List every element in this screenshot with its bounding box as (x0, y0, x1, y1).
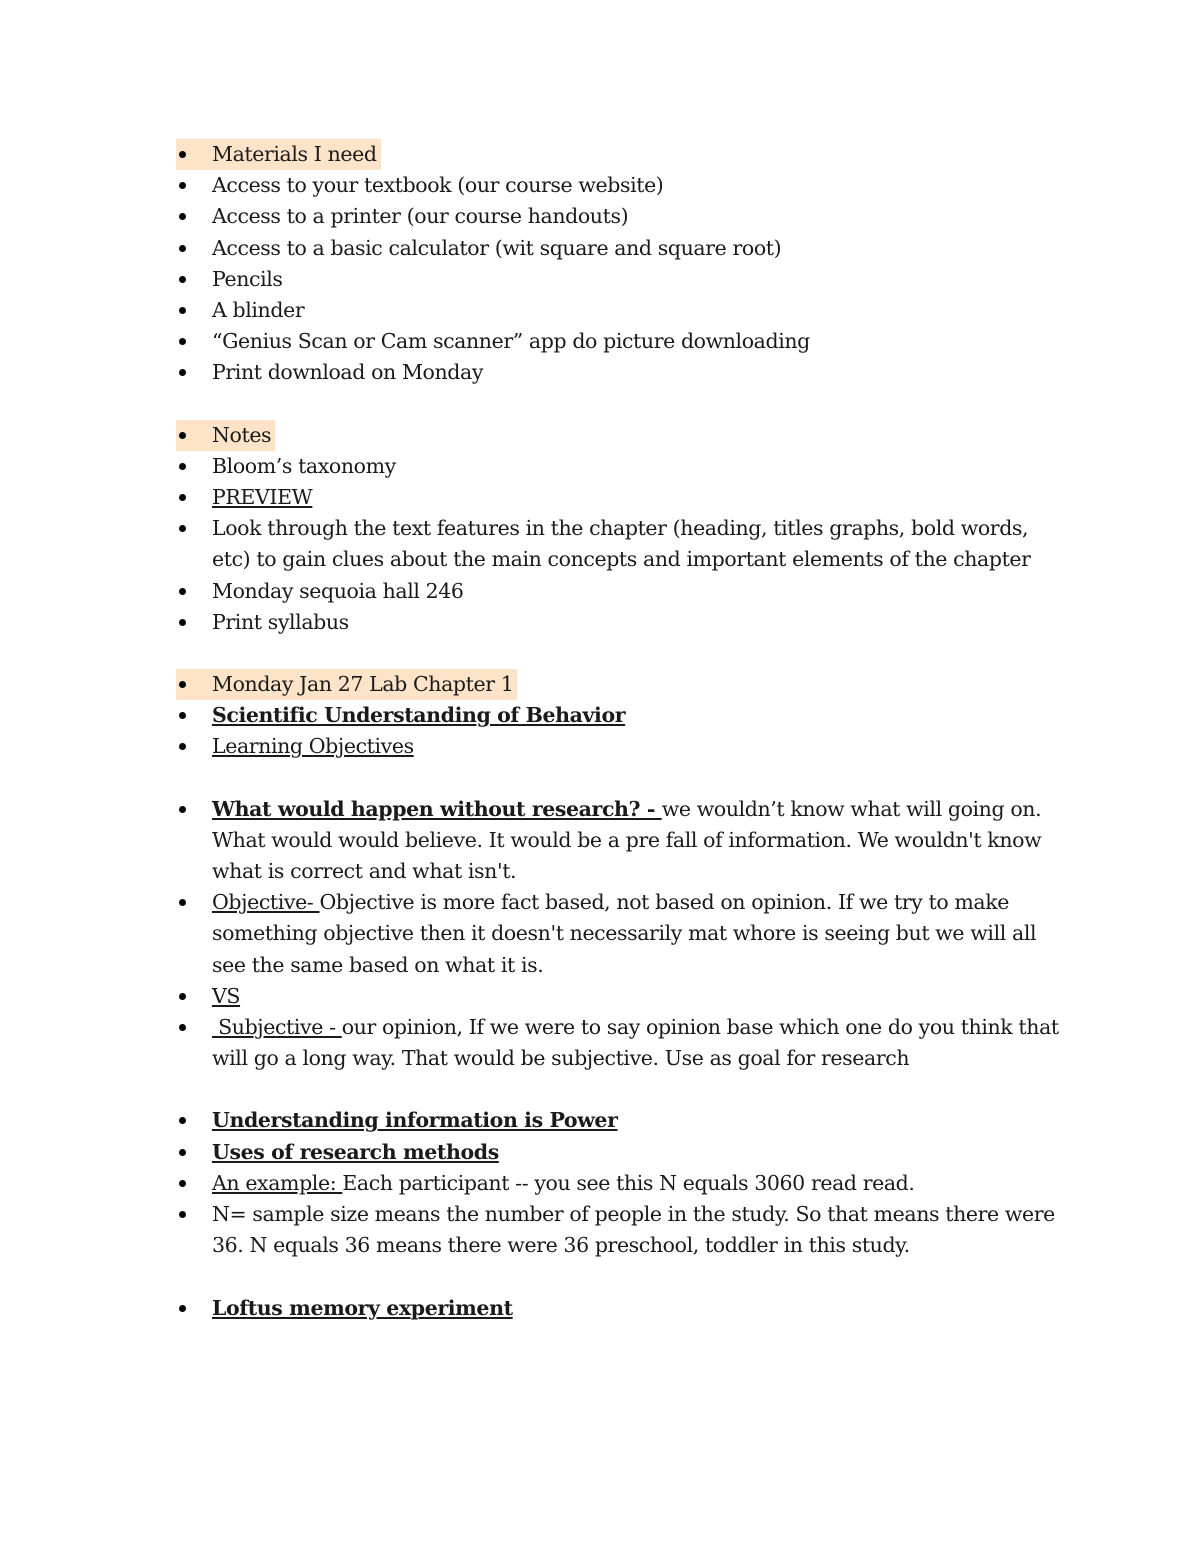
question-label: What would happen without research? - (212, 796, 662, 821)
bullet-icon (179, 213, 186, 220)
notes-item: Look through the text features in the chapter (heading, titles graphs, bold words, etc) to gain clues about the main concepts and important elements of the chapter (212, 516, 1031, 572)
materials-item: Print download on Monday (212, 360, 484, 385)
highlight (176, 139, 381, 170)
spacer (176, 389, 1066, 420)
bullet-icon (179, 619, 186, 626)
spacer (176, 638, 1066, 669)
materials-item: “Genius Scan or Cam scanner” app do picture downloading (212, 329, 810, 354)
preview-heading: PREVIEW (212, 485, 313, 510)
materials-item: Access to a printer (our course handouts) (212, 204, 629, 229)
bullet-icon (179, 1180, 186, 1187)
vs-label: VS (212, 983, 241, 1008)
objective-label: Objective- (212, 890, 320, 915)
example-label: An example: (212, 1170, 343, 1195)
loftus-title: Loftus memory experiment (212, 1295, 513, 1320)
list-item (176, 357, 1066, 388)
bullet-icon (179, 463, 186, 470)
subjective-text: our opinion, If we were to say opinion base which one do you think that will go a long way. That would be subjective. Use as goal for research (212, 1015, 1059, 1071)
document-body (176, 139, 1066, 1324)
list-item (176, 1199, 1066, 1261)
list-item (176, 576, 1066, 607)
list-item (176, 607, 1066, 638)
highlight (176, 420, 275, 451)
bullet-icon (179, 369, 186, 376)
materials-heading: Materials I need (212, 142, 377, 166)
list-item-lab-heading (176, 669, 1066, 700)
list-item (176, 451, 1066, 482)
uses-title: Uses of research methods (212, 1139, 499, 1164)
list-item (176, 1137, 1066, 1168)
notes-item: Bloom’s taxonomy (212, 453, 396, 478)
list-item (176, 700, 1066, 731)
bullet-icon (179, 525, 186, 532)
notes-heading: Notes (212, 422, 272, 447)
bullet-icon (179, 743, 186, 750)
lab-title: Scientific Understanding of Behavior (212, 703, 626, 728)
bullet-icon (179, 338, 186, 345)
materials-item: Pencils (212, 266, 283, 291)
list-item-notes-heading (176, 420, 1066, 451)
highlight (176, 669, 517, 700)
learning-objectives: Learning Objectives (212, 734, 414, 759)
list-item (176, 731, 1066, 762)
list-item (176, 1168, 1066, 1199)
list-item (176, 295, 1066, 326)
bullet-icon (179, 432, 186, 439)
list-item (176, 264, 1066, 295)
bullet-icon (179, 899, 186, 906)
materials-item: Access to a basic calculator (wit square and square root) (212, 235, 782, 260)
bullet-icon (179, 681, 186, 688)
objective-text: Objective is more fact based, not based on opinion. If we try to make something objective then it doesn't necessarily mat whore is seeing but we will all see the same based on what it is. (212, 890, 1037, 977)
bullet-icon (179, 1211, 186, 1218)
bullet-icon (179, 182, 186, 189)
list-item (176, 1012, 1066, 1074)
bullet-icon (179, 588, 186, 595)
bullet-icon (179, 245, 186, 252)
bullet-icon (179, 276, 186, 283)
list-item (176, 482, 1066, 513)
list-item (176, 170, 1066, 201)
bullet-icon (179, 1149, 186, 1156)
bullet-icon (179, 151, 186, 158)
bullet-icon (179, 806, 186, 813)
list-item (176, 887, 1066, 981)
notes-item: Print syllabus (212, 609, 349, 634)
bullet-icon (179, 712, 186, 719)
list-item (176, 1293, 1066, 1324)
list-item-materials-heading (176, 139, 1066, 170)
bullet-icon (179, 1024, 186, 1031)
lab-heading: Monday Jan 27 Lab Chapter 1 (212, 672, 514, 697)
bullet-icon (179, 494, 186, 501)
subjective-label: Subjective - (212, 1015, 342, 1040)
bullet-icon (179, 993, 186, 1000)
spacer (176, 763, 1066, 794)
notes-item: Monday sequoia hall 246 (212, 578, 464, 603)
spacer (176, 1262, 1066, 1293)
question-text: we wouldn’t know what will going on. What would would believe. It would be a pre fall of information. We wouldn't know what is correct and what isn't. (212, 796, 1042, 884)
list-item (176, 233, 1066, 264)
sample-size-text: N= sample size means the number of people in the study. So that means there were 36. N equals 36 means there were 36 preschool, toddler in this study. (212, 1202, 1055, 1258)
bullet-icon (179, 307, 186, 314)
list-item (176, 513, 1066, 575)
materials-item: Access to your textbook (our course website) (212, 173, 664, 198)
list-item (176, 326, 1066, 357)
bullet-icon (179, 1305, 186, 1312)
example-text: Each participant -- you see this N equals 3060 read read. (342, 1170, 915, 1195)
list-item (176, 981, 1066, 1012)
list-item (176, 201, 1066, 232)
materials-item: A blinder (212, 298, 305, 323)
spacer (176, 1074, 1066, 1105)
bullet-icon (179, 1117, 186, 1124)
list-item (176, 794, 1066, 888)
power-title: Understanding information is Power (212, 1108, 618, 1133)
list-item (176, 1105, 1066, 1136)
